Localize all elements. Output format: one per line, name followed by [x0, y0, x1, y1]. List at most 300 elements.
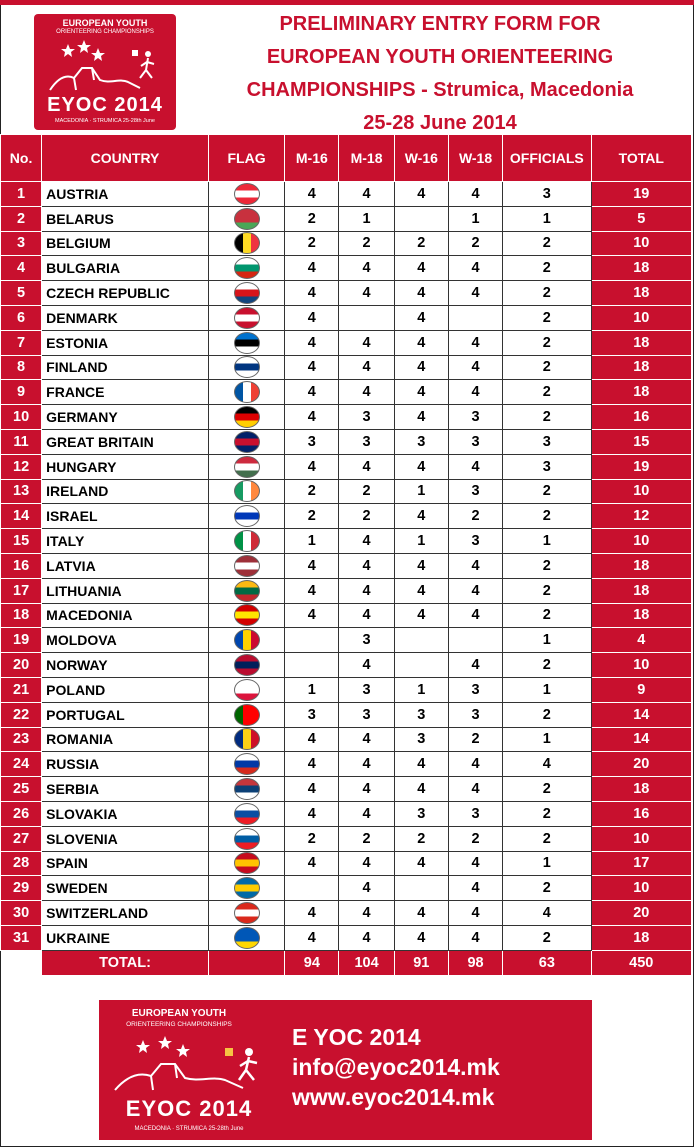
entry-count-officials: 2	[503, 380, 591, 405]
totals-officials: 63	[503, 950, 591, 975]
entry-count-officials: 2	[503, 925, 591, 950]
row-total: 18	[591, 925, 691, 950]
entry-count-m16: 4	[285, 553, 339, 578]
flag-cell	[208, 851, 284, 876]
entry-count-m16: 4	[285, 355, 339, 380]
country-name: ITALY	[42, 529, 209, 554]
entry-count-w16: 4	[394, 355, 448, 380]
flag-cell	[208, 305, 284, 330]
row-total: 20	[591, 901, 691, 926]
entry-count-m16	[285, 876, 339, 901]
country-name: MOLDOVA	[42, 628, 209, 653]
entry-count-m18: 4	[339, 727, 394, 752]
row-number: 23	[1, 727, 42, 752]
entry-count-m16: 4	[285, 256, 339, 281]
event-name: E YOC 2014	[292, 1024, 421, 1050]
entry-count-m16: 4	[285, 305, 339, 330]
entry-count-m16: 4	[285, 330, 339, 355]
logo-location: MACEDONIA · STRUMICA 25-28th June	[55, 118, 155, 124]
entry-count-w18: 4	[448, 578, 502, 603]
row-total: 19	[591, 182, 691, 207]
entry-count-m16: 3	[285, 429, 339, 454]
entry-count-officials: 1	[503, 727, 591, 752]
flag-cell	[208, 454, 284, 479]
table-row	[1, 752, 692, 777]
entry-count-m18: 4	[339, 876, 394, 901]
entry-count-officials: 4	[503, 901, 591, 926]
flag-icon	[234, 580, 260, 602]
table-row	[1, 801, 692, 826]
entry-count-w16: 4	[394, 281, 448, 306]
entry-count-m16: 4	[285, 752, 339, 777]
flag-icon	[234, 480, 260, 502]
table-row	[1, 380, 692, 405]
entry-count-w16: 4	[394, 777, 448, 802]
country-name: MACEDONIA	[42, 603, 209, 628]
row-number: 12	[1, 454, 42, 479]
entry-count-officials: 2	[503, 702, 591, 727]
row-total: 10	[591, 529, 691, 554]
entry-count-m18: 4	[339, 380, 394, 405]
entry-count-officials: 2	[503, 603, 591, 628]
entry-count-m16: 3	[285, 702, 339, 727]
entry-count-m18: 4	[339, 801, 394, 826]
row-total: 14	[591, 702, 691, 727]
table-row	[1, 405, 692, 430]
flag-cell	[208, 479, 284, 504]
table-row	[1, 578, 692, 603]
flag-icon	[234, 183, 260, 205]
entry-count-officials: 3	[503, 182, 591, 207]
entry-count-w18: 4	[448, 603, 502, 628]
entry-count-m18: 4	[339, 529, 394, 554]
flag-icon	[234, 803, 260, 825]
logo-subtitle: ORIENTEERING CHAMPIONSHIPS	[56, 29, 154, 35]
entry-count-w16	[394, 206, 448, 231]
flag-icon	[234, 456, 260, 478]
entry-count-w18: 3	[448, 429, 502, 454]
row-total: 20	[591, 752, 691, 777]
entry-count-m18	[339, 305, 394, 330]
email-link[interactable]: info@eyoc2014.mk	[292, 1054, 500, 1080]
flag-cell	[208, 603, 284, 628]
totals-flag-cell	[208, 950, 284, 975]
flag-cell	[208, 777, 284, 802]
country-name: IRELAND	[42, 479, 209, 504]
entry-count-w16: 4	[394, 305, 448, 330]
entry-count-m18: 4	[339, 355, 394, 380]
country-name: HUNGARY	[42, 454, 209, 479]
country-name: PORTUGAL	[42, 702, 209, 727]
flag-icon	[234, 778, 260, 800]
flag-cell	[208, 355, 284, 380]
entry-count-w18	[448, 628, 502, 653]
entry-count-officials: 2	[503, 256, 591, 281]
entry-count-m16: 4	[285, 281, 339, 306]
row-number: 30	[1, 901, 42, 926]
table-row	[1, 454, 692, 479]
entry-count-officials: 2	[503, 777, 591, 802]
table-row	[1, 553, 692, 578]
entry-count-m18: 3	[339, 677, 394, 702]
row-total: 14	[591, 727, 691, 752]
entry-count-m18: 4	[339, 603, 394, 628]
orienteering-runner-icon	[48, 38, 162, 98]
row-total: 5	[591, 206, 691, 231]
country-name: GREAT BRITAIN	[42, 429, 209, 454]
entry-count-w18: 4	[448, 752, 502, 777]
country-name: LITHUANIA	[42, 578, 209, 603]
title-line-2: EUROPEAN YOUTH ORIENTEERING	[266, 46, 614, 68]
banner-logo-subtitle: ORIENTEERING CHAMPIONSHIPS	[126, 1021, 232, 1028]
entry-count-m16	[285, 628, 339, 653]
table-row	[1, 429, 692, 454]
row-number: 1	[1, 182, 42, 207]
column-header-w18: W-18	[448, 135, 502, 182]
entry-count-w18: 4	[448, 653, 502, 678]
flag-icon	[234, 654, 260, 676]
country-name: RUSSIA	[42, 752, 209, 777]
entry-count-w16: 4	[394, 901, 448, 926]
table-row	[1, 702, 692, 727]
entry-count-officials: 2	[503, 801, 591, 826]
row-total: 15	[591, 429, 691, 454]
country-name: BELARUS	[42, 206, 209, 231]
flag-cell	[208, 826, 284, 851]
flag-icon	[234, 530, 260, 552]
entry-count-officials: 1	[503, 628, 591, 653]
entry-count-w18: 4	[448, 256, 502, 281]
flag-icon	[234, 728, 260, 750]
entry-count-w18: 3	[448, 677, 502, 702]
logo-title: EUROPEAN YOUTH	[62, 18, 148, 28]
flag-cell	[208, 231, 284, 256]
flag-icon	[234, 927, 260, 949]
flag-icon	[234, 381, 260, 403]
row-number: 21	[1, 677, 42, 702]
entry-count-w18: 4	[448, 454, 502, 479]
row-total: 4	[591, 628, 691, 653]
table-row	[1, 603, 692, 628]
table-header-row	[1, 135, 692, 182]
entry-count-w16: 4	[394, 330, 448, 355]
country-name: GERMANY	[42, 405, 209, 430]
row-total: 10	[591, 231, 691, 256]
table-row	[1, 653, 692, 678]
column-header-m18: M-18	[339, 135, 394, 182]
entry-count-officials: 2	[503, 330, 591, 355]
flag-cell	[208, 405, 284, 430]
row-total: 18	[591, 578, 691, 603]
table-row	[1, 479, 692, 504]
row-number: 16	[1, 553, 42, 578]
entry-count-w16: 3	[394, 727, 448, 752]
eyoc-logo	[34, 14, 176, 130]
flag-icon	[234, 902, 260, 924]
entry-count-m18: 3	[339, 405, 394, 430]
table-row	[1, 826, 692, 851]
table-row	[1, 677, 692, 702]
flag-icon	[234, 753, 260, 775]
flag-icon	[234, 431, 260, 453]
entry-count-officials: 2	[503, 281, 591, 306]
entry-count-w18: 4	[448, 777, 502, 802]
row-number: 2	[1, 206, 42, 231]
row-total: 18	[591, 355, 691, 380]
row-number: 15	[1, 529, 42, 554]
flag-icon	[234, 356, 260, 378]
flag-cell	[208, 281, 284, 306]
flag-cell	[208, 752, 284, 777]
entry-count-m16: 2	[285, 206, 339, 231]
row-number: 26	[1, 801, 42, 826]
entry-count-officials: 1	[503, 529, 591, 554]
country-name: SPAIN	[42, 851, 209, 876]
flag-cell	[208, 801, 284, 826]
flag-icon	[234, 679, 260, 701]
table-row	[1, 901, 692, 926]
website-link[interactable]: www.eyoc2014.mk	[292, 1084, 495, 1110]
row-number: 3	[1, 231, 42, 256]
entry-count-w16: 4	[394, 405, 448, 430]
row-number: 19	[1, 628, 42, 653]
flag-icon	[234, 828, 260, 850]
entry-count-w18: 4	[448, 925, 502, 950]
flag-cell	[208, 653, 284, 678]
flag-cell	[208, 578, 284, 603]
entry-count-m16: 4	[285, 578, 339, 603]
flag-cell	[208, 256, 284, 281]
banner-logo-location: MACEDONIA · STRUMICA 25-28th June	[134, 1126, 244, 1132]
entry-count-officials: 4	[503, 752, 591, 777]
row-number: 7	[1, 330, 42, 355]
country-name: SWEDEN	[42, 876, 209, 901]
entry-count-officials: 1	[503, 206, 591, 231]
page-title	[190, 8, 690, 140]
entry-count-m16: 4	[285, 801, 339, 826]
table-row	[1, 281, 692, 306]
flag-icon	[234, 852, 260, 874]
entry-count-m16: 2	[285, 479, 339, 504]
flag-icon	[234, 257, 260, 279]
country-name: SERBIA	[42, 777, 209, 802]
country-name: BULGARIA	[42, 256, 209, 281]
title-line-1: PRELIMINARY ENTRY FORM FOR	[279, 13, 601, 35]
country-name: POLAND	[42, 677, 209, 702]
row-total: 18	[591, 603, 691, 628]
row-number: 14	[1, 504, 42, 529]
entry-count-m16: 4	[285, 454, 339, 479]
totals-grand-total: 450	[591, 950, 691, 975]
entry-count-m18: 4	[339, 182, 394, 207]
flag-cell	[208, 702, 284, 727]
footer-banner	[99, 1000, 592, 1140]
entry-count-officials: 2	[503, 231, 591, 256]
country-name: LATVIA	[42, 553, 209, 578]
entry-count-w16: 4	[394, 553, 448, 578]
flag-icon	[234, 232, 260, 254]
row-total: 10	[591, 305, 691, 330]
table-row	[1, 851, 692, 876]
entry-count-w16: 4	[394, 752, 448, 777]
row-total: 16	[591, 405, 691, 430]
entry-count-w16: 4	[394, 182, 448, 207]
entry-count-w18: 2	[448, 826, 502, 851]
entry-count-w18: 4	[448, 901, 502, 926]
entry-count-w16	[394, 653, 448, 678]
country-name: DENMARK	[42, 305, 209, 330]
entry-count-w16: 3	[394, 702, 448, 727]
row-total: 10	[591, 876, 691, 901]
entry-count-w16: 4	[394, 504, 448, 529]
entry-count-w16	[394, 876, 448, 901]
entry-count-w16: 3	[394, 801, 448, 826]
flag-icon	[234, 629, 260, 651]
row-number: 11	[1, 429, 42, 454]
entry-count-w18	[448, 305, 502, 330]
entry-count-m18: 4	[339, 281, 394, 306]
row-number: 28	[1, 851, 42, 876]
flag-icon	[234, 208, 260, 230]
row-number: 10	[1, 405, 42, 430]
entry-count-officials: 2	[503, 578, 591, 603]
entry-count-w18: 3	[448, 801, 502, 826]
column-header-w16: W-16	[394, 135, 448, 182]
row-total: 18	[591, 281, 691, 306]
country-name: UKRAINE	[42, 925, 209, 950]
table-row	[1, 231, 692, 256]
entry-count-m16: 4	[285, 727, 339, 752]
entry-count-m16	[285, 653, 339, 678]
row-number: 18	[1, 603, 42, 628]
totals-m16: 94	[285, 950, 339, 975]
entry-count-officials: 2	[503, 355, 591, 380]
row-total: 18	[591, 777, 691, 802]
flag-icon	[234, 406, 260, 428]
entry-count-w18: 2	[448, 727, 502, 752]
row-total: 10	[591, 479, 691, 504]
entry-count-officials: 2	[503, 504, 591, 529]
row-total: 9	[591, 677, 691, 702]
entry-count-officials: 1	[503, 851, 591, 876]
totals-blank-cell	[1, 950, 42, 975]
flag-cell	[208, 504, 284, 529]
row-total: 17	[591, 851, 691, 876]
row-total: 18	[591, 256, 691, 281]
entry-count-w16: 4	[394, 256, 448, 281]
table-row	[1, 305, 692, 330]
table-row	[1, 355, 692, 380]
entry-count-w16: 4	[394, 603, 448, 628]
country-name: CZECH REPUBLIC	[42, 281, 209, 306]
flag-cell	[208, 553, 284, 578]
flag-icon	[234, 505, 260, 527]
table-row	[1, 182, 692, 207]
entry-count-officials: 2	[503, 553, 591, 578]
entry-count-w18: 2	[448, 504, 502, 529]
country-name: FRANCE	[42, 380, 209, 405]
entry-count-m18: 4	[339, 256, 394, 281]
flag-icon	[234, 555, 260, 577]
entry-count-w18: 4	[448, 330, 502, 355]
country-name: AUSTRIA	[42, 182, 209, 207]
row-number: 17	[1, 578, 42, 603]
row-total: 18	[591, 553, 691, 578]
row-number: 4	[1, 256, 42, 281]
row-number: 25	[1, 777, 42, 802]
row-total: 12	[591, 504, 691, 529]
country-name: ROMANIA	[42, 727, 209, 752]
entry-count-w16: 1	[394, 479, 448, 504]
column-header-officials: OFFICIALS	[503, 135, 591, 182]
entry-count-m18: 1	[339, 206, 394, 231]
entry-count-officials: 2	[503, 479, 591, 504]
entry-count-w18: 3	[448, 479, 502, 504]
entry-count-officials: 2	[503, 305, 591, 330]
totals-w16: 91	[394, 950, 448, 975]
entry-count-w18: 4	[448, 553, 502, 578]
entry-count-officials: 3	[503, 429, 591, 454]
entry-count-m18: 3	[339, 429, 394, 454]
entry-count-w18: 4	[448, 355, 502, 380]
row-number: 24	[1, 752, 42, 777]
entry-count-m18: 4	[339, 925, 394, 950]
entry-count-m18: 4	[339, 851, 394, 876]
entry-count-w18: 4	[448, 380, 502, 405]
entry-count-w16: 4	[394, 380, 448, 405]
table-row	[1, 876, 692, 901]
country-name: SWITZERLAND	[42, 901, 209, 926]
entry-count-w16: 4	[394, 925, 448, 950]
entry-count-w18: 4	[448, 851, 502, 876]
table-row	[1, 529, 692, 554]
banner-logo-title: EUROPEAN YOUTH	[131, 1008, 227, 1019]
country-name: NORWAY	[42, 653, 209, 678]
entry-count-m18: 2	[339, 504, 394, 529]
flag-icon	[234, 332, 260, 354]
entry-count-m18: 4	[339, 901, 394, 926]
country-name: FINLAND	[42, 355, 209, 380]
flag-cell	[208, 876, 284, 901]
entry-count-m16: 4	[285, 405, 339, 430]
banner-logo-brand: EYOC 2014	[125, 1096, 253, 1121]
entry-count-w16: 2	[394, 826, 448, 851]
flag-cell	[208, 429, 284, 454]
flag-icon	[234, 282, 260, 304]
entry-count-officials: 1	[503, 677, 591, 702]
table-row	[1, 628, 692, 653]
column-header-country: COUNTRY	[42, 135, 209, 182]
totals-row	[1, 950, 692, 975]
entry-count-m16: 4	[285, 182, 339, 207]
entry-count-m18: 2	[339, 479, 394, 504]
flag-cell	[208, 182, 284, 207]
flag-cell	[208, 529, 284, 554]
flag-icon	[234, 307, 260, 329]
title-line-4: 25-28 June 2014	[363, 112, 517, 134]
entry-count-w16: 1	[394, 677, 448, 702]
row-number: 5	[1, 281, 42, 306]
entry-count-w16: 4	[394, 851, 448, 876]
table-row	[1, 925, 692, 950]
entry-count-m18: 4	[339, 752, 394, 777]
entry-count-w16: 4	[394, 578, 448, 603]
entry-count-w18: 4	[448, 281, 502, 306]
entry-count-m16: 2	[285, 504, 339, 529]
entry-count-w16: 3	[394, 429, 448, 454]
row-total: 16	[591, 801, 691, 826]
country-name: BELGIUM	[42, 231, 209, 256]
